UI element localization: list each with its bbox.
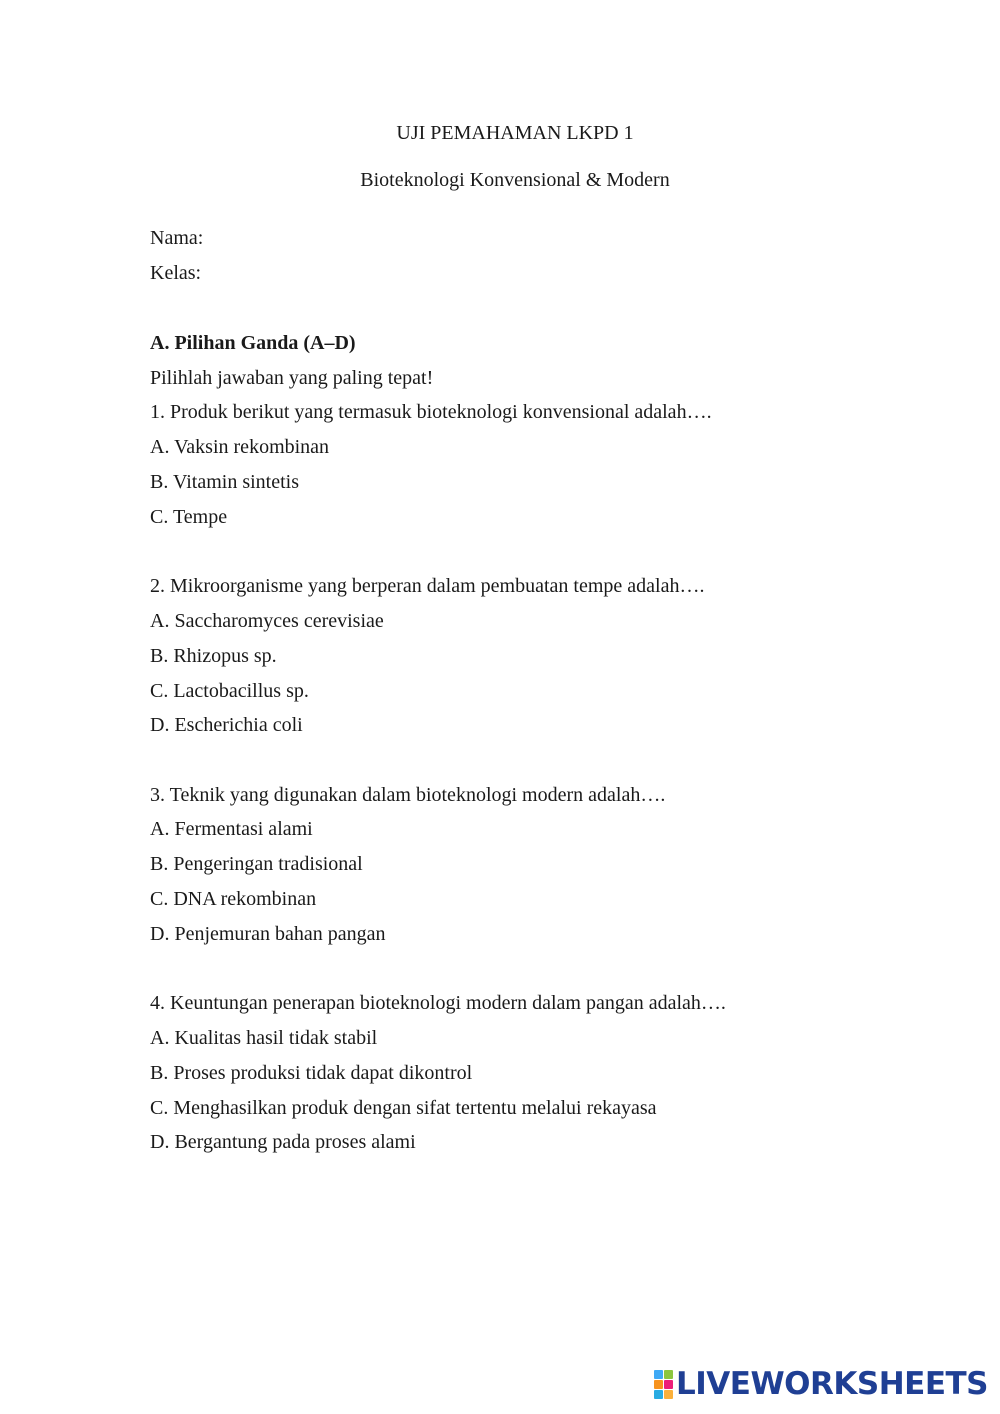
question-3-option-b: B. Pengeringan tradisional <box>150 853 363 875</box>
question-2-option-a: A. Saccharomyces cerevisiae <box>150 610 384 632</box>
question-3-option-d: D. Penjemuran bahan pangan <box>150 923 386 945</box>
question-1-option-b: B. Vitamin sintetis <box>150 471 299 493</box>
question-3-option-a: A. Fermentasi alami <box>150 818 313 840</box>
name-label: Nama: <box>150 227 204 249</box>
section-a-instruction: Pilihlah jawaban yang paling tepat! <box>150 367 434 389</box>
question-3-option-c: C. DNA rekombinan <box>150 888 317 910</box>
question-1-option-a: A. Vaksin rekombinan <box>150 436 330 458</box>
logo-text: LIVEWORKSHEETS <box>676 1366 988 1402</box>
question-4-option-a: A. Kualitas hasil tidak stabil <box>150 1027 378 1049</box>
question-2-option-c: C. Lactobacillus sp. <box>150 680 309 702</box>
question-3-text: 3. Teknik yang digunakan dalam bioteknologi modern adalah…. <box>150 784 666 806</box>
liveworksheets-logo <box>654 1364 988 1404</box>
question-4-option-d: D. Bergantung pada proses alami <box>150 1131 416 1153</box>
question-2-option-b: B. Rhizopus sp. <box>150 645 277 667</box>
question-4-option-b: B. Proses produksi tidak dapat dikontrol <box>150 1062 473 1084</box>
class-label: Kelas: <box>150 262 202 284</box>
page-title: UJI PEMAHAMAN LKPD 1 <box>396 122 634 144</box>
question-1-text: 1. Produk berikut yang termasuk bioteknologi konvensional adalah…. <box>150 401 712 423</box>
question-4-text: 4. Keuntungan penerapan bioteknologi modern dalam pangan adalah…. <box>150 992 726 1014</box>
liveworksheets-logo-icon <box>654 1370 673 1399</box>
question-1-option-c: C. Tempe <box>150 506 228 528</box>
question-2-option-d: D. Escherichia coli <box>150 714 303 736</box>
page-subtitle: Bioteknologi Konvensional & Modern <box>360 169 670 191</box>
section-a-heading: A. Pilihan Ganda (A–D) <box>150 332 356 354</box>
question-4-option-c: C. Menghasilkan produk dengan sifat tertentu melalui rekayasa <box>150 1097 657 1119</box>
question-2-text: 2. Mikroorganisme yang berperan dalam pembuatan tempe adalah…. <box>150 575 705 597</box>
